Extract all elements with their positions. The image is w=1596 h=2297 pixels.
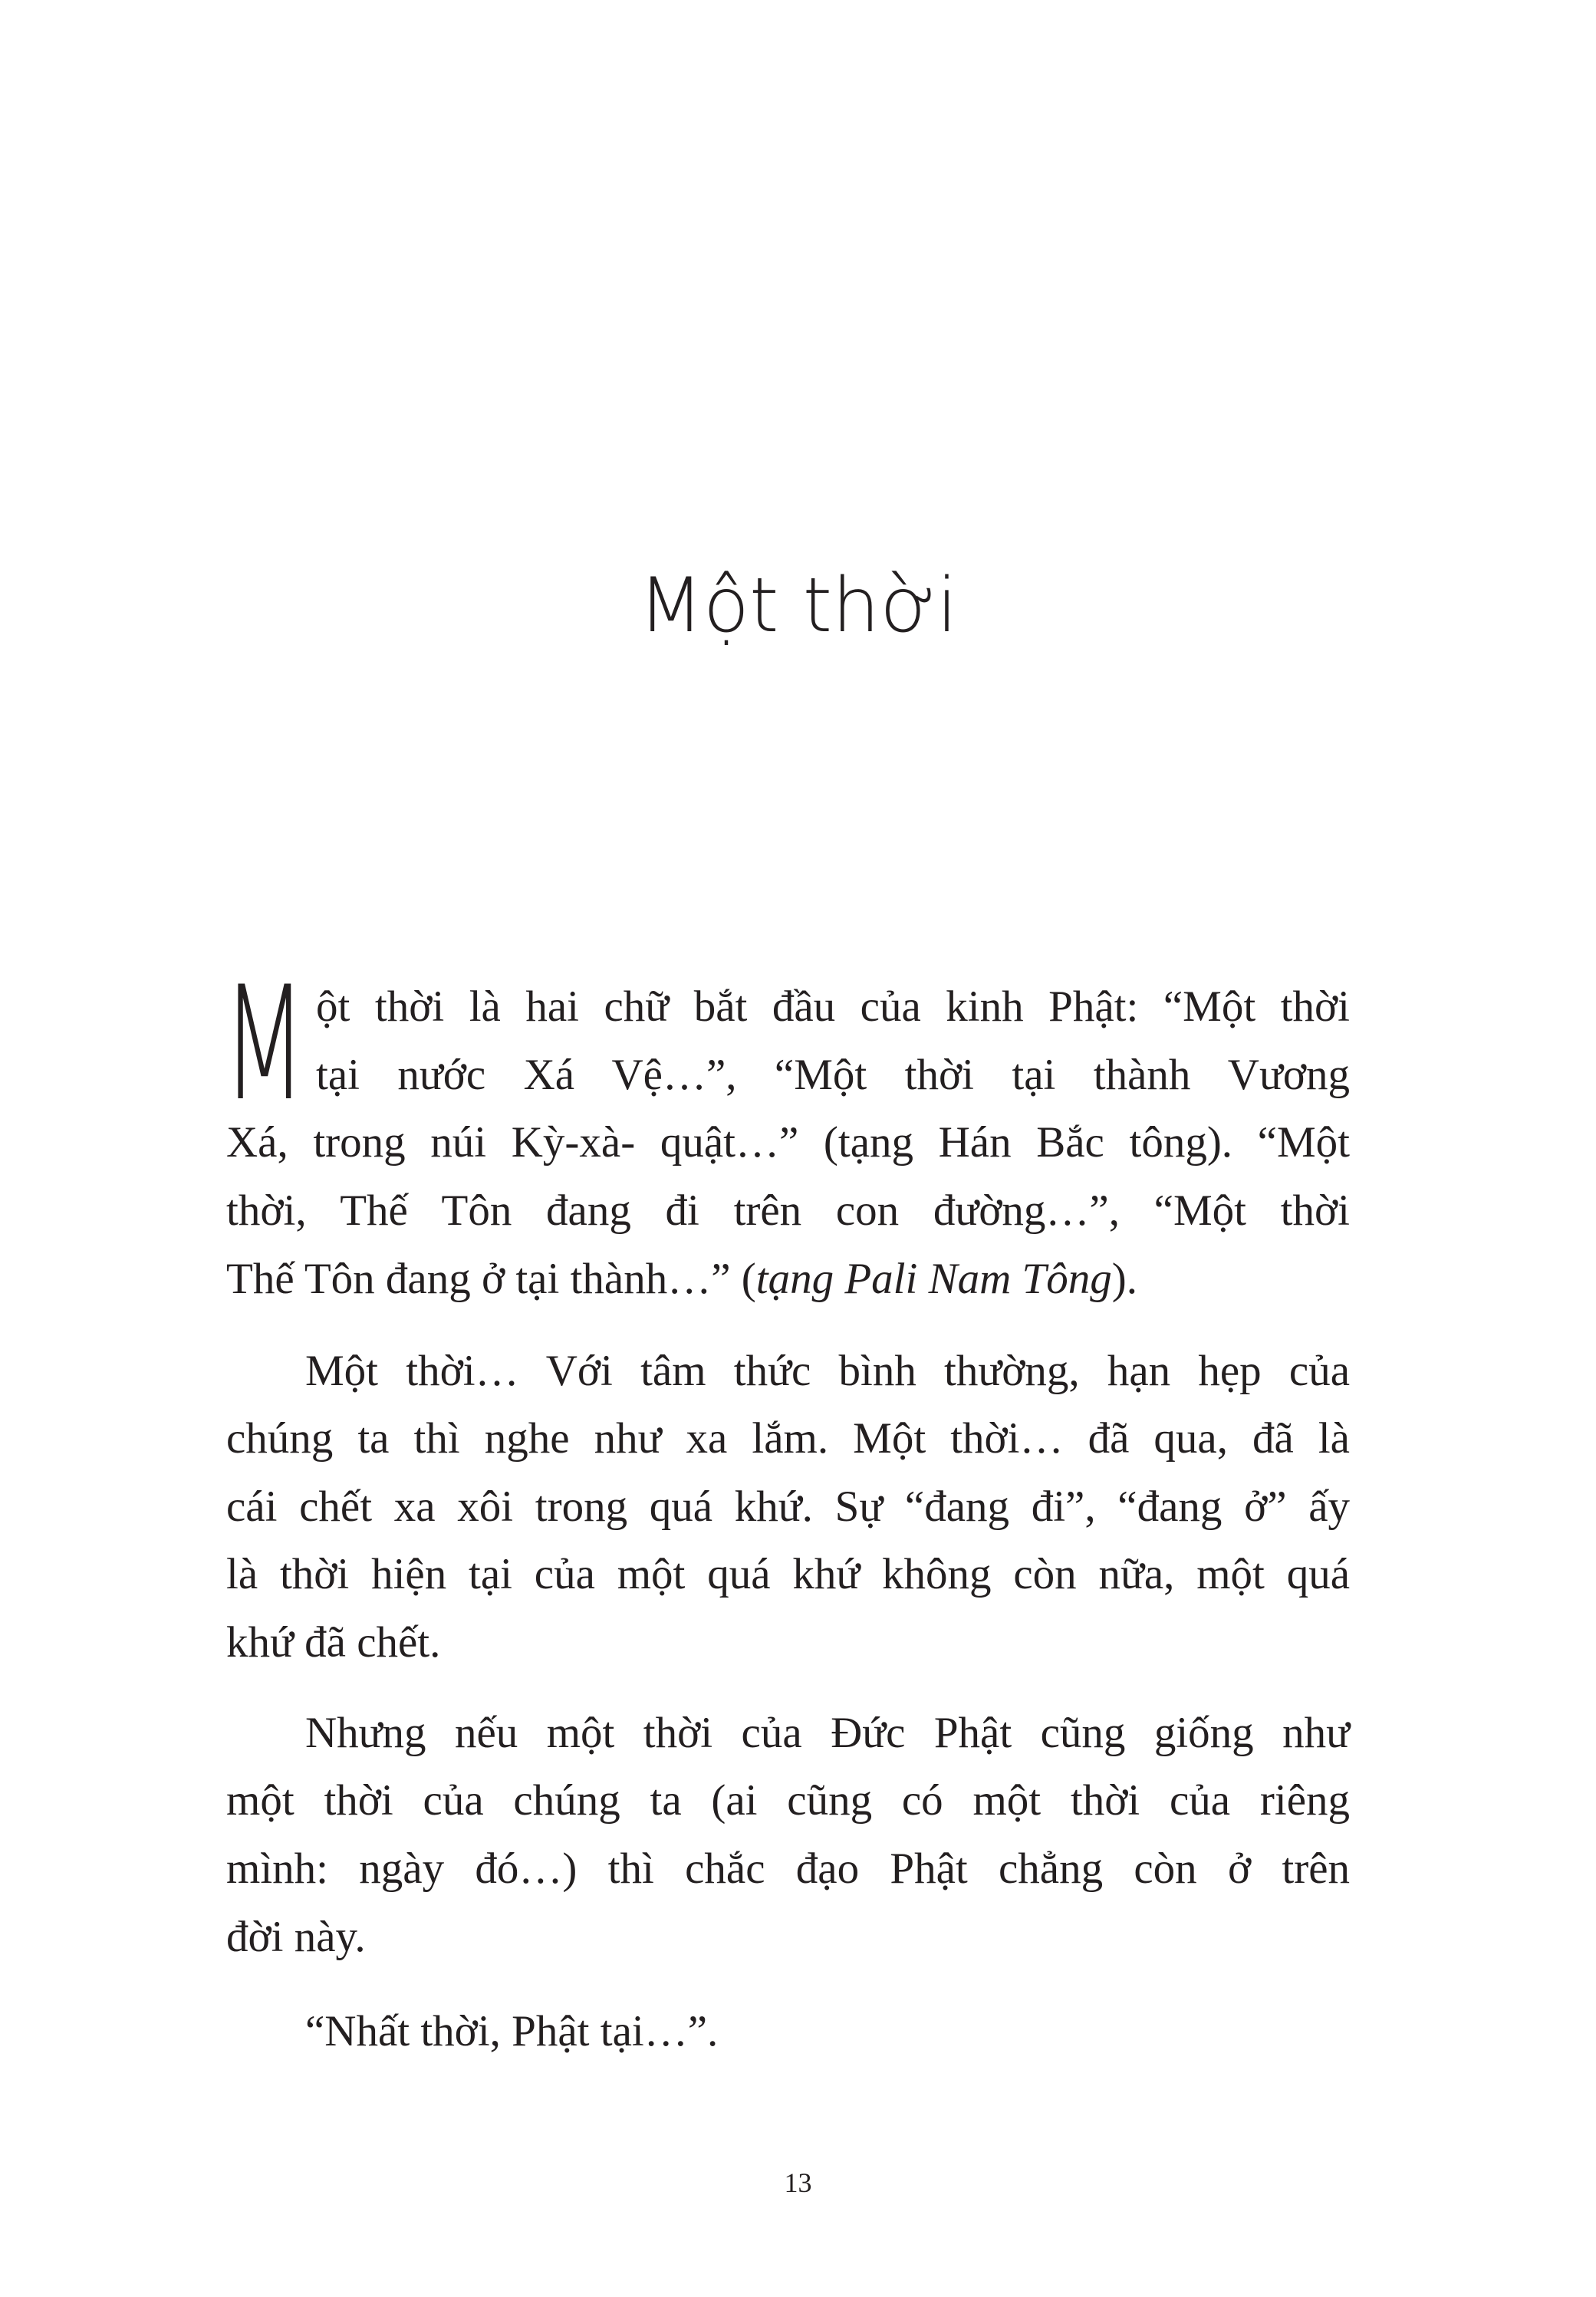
text-line: Nhưng nếu một thời của Đức Phật cũng giống như: [305, 1709, 1350, 1757]
text-line: [226, 1246, 1137, 1313]
text-line: một thời của chúng ta (ai cũng có một thời của riêng: [226, 1776, 1350, 1825]
text-line: khứ đã chết.: [226, 1618, 441, 1667]
text-line: ột thời là hai chữ bắt đầu của kinh Phật: “Một thời: [316, 982, 1350, 1031]
page-number: 13: [784, 2167, 812, 2198]
text-line: tại nước Xá Vệ…”, “Một thời tại thành Vương: [316, 1051, 1350, 1099]
drop-cap: M: [222, 953, 307, 1136]
italic-source: tạng Pali Nam Tông: [755, 1255, 1112, 1303]
text-line: chúng ta thì nghe như xa lắm. Một thời… đã qua, đã là: [226, 1414, 1350, 1463]
text-line: Xá, trong núi Kỳ-xà- quật…” (tạng Hán Bắc tông). “Một: [226, 1118, 1350, 1167]
chapter-title: Một thời: [638, 562, 958, 650]
text-line: đời này.: [226, 1913, 366, 1961]
text-line: mình: ngày đó…) thì chắc đạo Phật chẳng còn ở trên: [226, 1845, 1350, 1893]
text-line: là thời hiện tại của một quá khứ không còn nữa, một quá: [226, 1550, 1350, 1598]
text-line: thời, Thế Tôn đang đi trên con đường…”, “Một thời: [226, 1186, 1350, 1235]
text-line: “Nhất thời, Phật tại…”.: [305, 2007, 719, 2055]
text-span: Thế Tôn đang ở tại thành…” (: [226, 1255, 756, 1303]
text-line: cái chết xa xôi trong quá khứ. Sự “đang đi”, “đang ở” ấy: [226, 1483, 1350, 1531]
text-line: Một thời… Với tâm thức bình thường, hạn hẹp của: [305, 1347, 1350, 1395]
text-span: ).: [1111, 1255, 1137, 1303]
